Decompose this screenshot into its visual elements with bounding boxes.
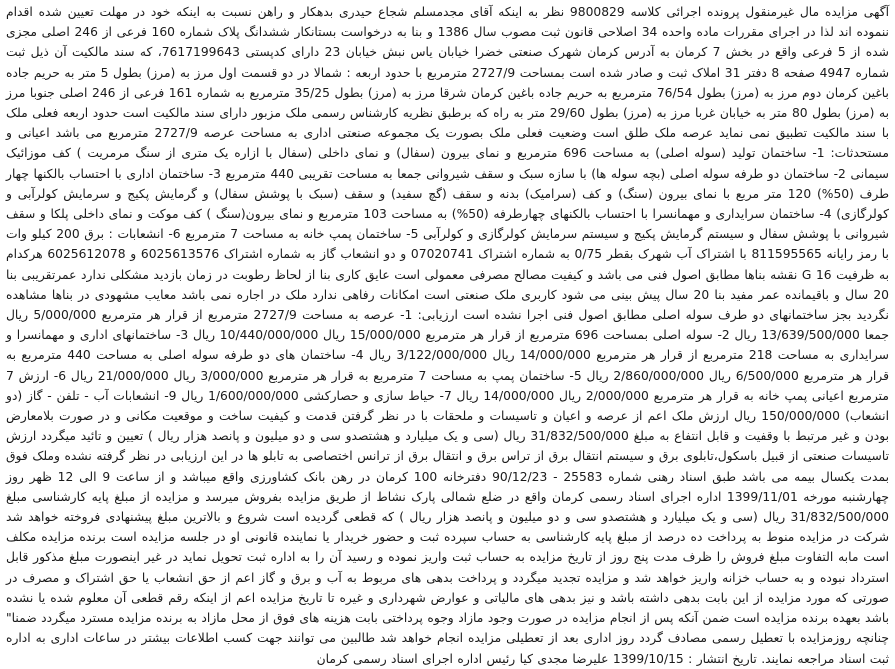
auction-notice-text: آگهی مزایده مال غیرمنقول پرونده اجرائی کلاسه 9800829 نظر به اینکه آقای مجدمسلم شجاع حیدری بدهکار و راهن نسبت به اینکه خود در مهلت تعیین شده اقدام ننموده اند لذا در اجرای مقررات ماده واحده 34 اصلاحی قانون ثبت مصوب سال 1386 و بنا به درخواست بستانکار ششدانگ پلاک شماره 160 فرعی از 246 اصلی مجزی شده از 5 فرعی واقع در بخش 7 کرمان به آدرس کرمان شهرک صنعتی خضرا خیابان یاس نبش خیابان 23 دارای کدپستی 7617199643، که سند مالکیت آن ذیل ثبت شماره 4947 صفحه 8 دفتر 31 املاک ثبت و صادر شده است بمساحت 2727/9 مترمربع با حدود اربعه : شمالا در دو قسمت اول مرز به (مرز) بطول 5 متر به حریم جاده باغین کرمان دوم مرز به (مرز) بطول 76/54 مترمربع به حریم جاده باغین کرمان شرقا مرز به (مرز) بطول 35/25 مترمربع به شماره 161 فرعی از 246 اصلی جنوبا مرز به (مرز) بطول 80 متر به خیابان غربا مرز به (مرز) بطول 29/60 متر به راه که برطبق نظریه کارشناس رسمی ملک مزبور دارای سند مالکیت است حدود اربعه فعلی ملک با سند مالکیت تطبیق نمی نماید عرصه ملک طلق است وضعیت فعلی ملک بصورت یک مجموعه صنعتی اداری به مساحت عرصه 2727/9 مترمربع می باشد اعیانی و مستحدثات: 1- ساختمان تولید (سوله اصلی) به مساحت 696 مترمربع و نمای بیرون (سفال) و نمای داخلی (سفال با ازاره یک متری از سنگ مرمریت ) کف موزائیک سیمانی 2- ساختمان دو طرفه سوله اصلی (بچه سوله ها) با سازه سبک و سقف شیروانی جمعا به مساحت تقریبی 440 مترمربع 3- ساختمان اداری با احتساب بالکنها چهار طرف (50%) 120 متر مربع با نمای بیرون (سنگ) و کف (سرامیک) بدنه و سقف (گچ سفید) و سقف (سبک با پوشش سفال) و گرمایش پکیج و سرمایش کولرآبی و کولرگازی) 4- ساختمان سرایداری و مهمانسرا با احتساب بالکنهای چهارطرفه (50%) به مساحت 103 مترمربع و نمای بیرون(سنگ ) کف موکت و نمای داخلی پلکا و سقف شیروانی با پوشش سفال و سیستم گرمایش پکیج و سیستم سرمایش کولرگازی و کولرآبی 5- ساختمان پمپ خانه به مساحت 7 مترمربع 6- انشعابات : برق 200 کیلو وات با رمز رایانه 811595565 با اشتراک آب شهرک بقطر 0/75 به شماره اشتراک 07020741 و دو انشعاب گاز به شماره اشتراک 6025613576 و 6025612078 هرکدام به ظرفیت G 16 نقشه بناها مطابق اصول فنی می باشد و کیفیت مصالح مصرفی معمولی است عایق کاری بنا از لحاظ رطوبت در زمان بازدید مشکلی ندارد عمرتقریبی بنا 20 سال و باقیمانده عمر مفید بنا 20 سال پیش بینی می شود کاربری ملک صنعتی است امکانات رفاهی ندارد ملک در اجاره نمی باشد معایب مشهودی در بناها مشاهده نگردید بجز ساختمانهای دو طرف سوله اصلی مطابق اصول فنی اجرا نشده است ارزیابی: 1- عرصه به مساحت 2727/9 مترمربع از قرار هر مترمربع 5/000/000 ریال جمعا 13/639/500/000 ریال 2- سوله اصلی بمساحت 696 مترمربع از قرار هر مترمربع 15/000/000 ریال 10/440/000/000 ریال 3- ساختمانهای اداری و مهمانسرا و سرایداری به مساحت 218 مترمربع از قرار هر مترمربع 14/000/000 ریال 3/122/000/000 ریال 4- ساختمان های دو طرفه سوله اصلی به مساحت 440 مترمربع به قرار هر مترمربع 6/500/000 ریال 2/860/000/000 ریال 5- ساختمان پمپ به مساحت 7 مترمربع به قرار هر مترمربع 3/000/000 ریال 21/000/000 ریال 6- ارزش 7 مترمربع اعیانی پمپ خانه به قرار هر مترمربع 2/000/000 ریال 14/000/000 ریال 7- حیاط سازی و حصارکشی 1/600/000/000 ریال 9- انشعابات آب - تلفن - گاز (دو انشعاب) 150/000/000 ریال ارزش ملک اعم از عرصه و اعیان و تاسیسات و ملحقات با در نظر گرفتن قدمت و کیفیت ساخت و موقعیت مکانی و در صورت بلامعارض بودن و غیر مرتبط با وقفیت و قابل انتفاع به مبلغ 31/832/500/000 ریال (سی و یک میلیارد و هشتصدو سی و دو میلیون و پانصد هزار ریال ) تعیین و تائید میگردد ارزش تاسیسات صنعتی از قبیل باسکول،تابلوی برق و سیستم انتقال برق از تراس برق و انتقال برق از ترانس اختصاصی به تابلو ها در این ارزیابی در نظر گرفته نشده وملک فوق بمدت یکسال بیمه می باشد طبق اسناد رهنی شماره 25583 - 90/12/23 دفترخانه 100 کرمان در رهن بانک کشاورزی واقع میباشد و از ساعت 9 الی 12 ظهر روز چهارشنبه مورخه 1399/11/01 اداره اجرای اسناد رسمی کرمان واقع در ضلع شمالی پارک نشاط از طریق مزایده بفروش میرسد و مزایده از مبلغ پایه کارشناسی مبلغ 31/832/500/000 ریال (سی و یک میلیارد و هشتصدو سی و دو میلیون و پانصد هزار ریال ) که قطعی گردیده است شروع و بالاترین مبلغ پیشنهادی فروخته خواهد شد شرکت در مزایده منوط به پرداخت ده درصد از مبلغ پایه کارشناسی به حساب سپرده ثبت و حضور خریدار یا نماینده قانونی او در جلسه مزایده است برنده مزایده مکلف است مابه التفاوت مبلغ فروش را ظرف مدت پنج روز از تاریخ مزایده به حساب ثبت واریز نموده و رسید آن را به اداره ثبت تحویل نماید در غیر اینصورت مبلغ مذکور قابل استرداد نبوده و به حساب خزانه واریز خواهد شد و مزایده تجدید میگردد و پرداخت بدهی های مربوط به آب و برق و گاز اعم از حق انشعاب یا حق اشتراک و مصرف در صورتی که مورد مزایده از این بابت بدهی داشته باشد و نیز بدهی های مالیاتی و عوارض شهرداری و غیره تا تاریخ مزایده اعم از اینکه رقم قطعی آن معلوم شده یا نشده باشد بعهده برنده مزایده است ضمن آنکه پس از انجام مزایده در صورت وجود مازاد وجوه پرداختی بابت هزینه های فوق از محل مازاد به برنده مزایده مسترد میگردد ضمنا" چنانچه روزمزایده با تعطیل رسمی مصادف گردد روز اداری بعد از تعطیلی مزایده انجام خواهد شد طالبین می توانند جهت کسب اطلاعات بیشتر در ساعات اداری به اداره ثبت اسناد مراجعه نمایند. تاریخ انتشار : 1399/10/15 علیرضا مجدی کیا رئیس اداره اجرای اسناد رسمی کرمان <box>6 5 890 666</box>
